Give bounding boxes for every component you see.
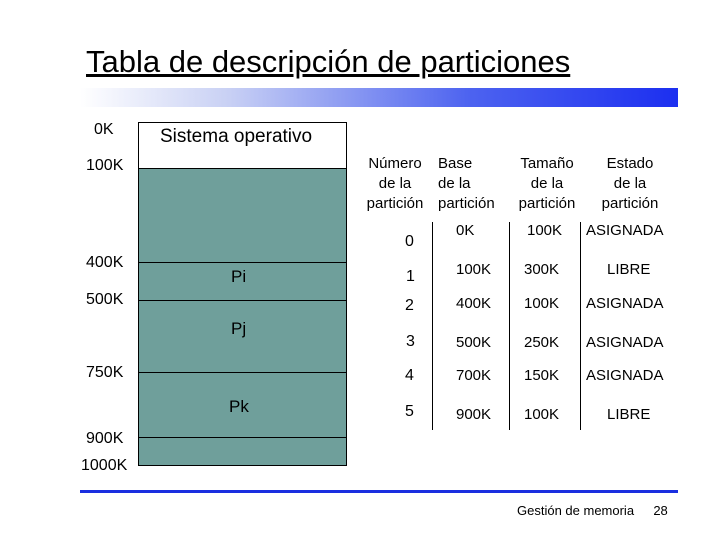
partition-number: 5 xyxy=(405,403,414,420)
table-cell-base: 700K xyxy=(456,367,492,384)
table-cell-state: ASIGNADA xyxy=(586,334,664,351)
footer xyxy=(517,503,668,518)
os-label: Sistema operativo xyxy=(160,126,313,147)
table-border xyxy=(580,222,581,430)
partition-number: 3 xyxy=(406,333,415,350)
column-header-state: Estado de la partición xyxy=(601,155,659,212)
address-label: 500K xyxy=(86,291,124,308)
address-label: 900K xyxy=(86,430,124,447)
memory-partitions-block xyxy=(138,168,347,466)
address-label: 0K xyxy=(94,121,114,138)
partition-number: 0 xyxy=(405,233,414,250)
address-label: 1000K xyxy=(81,457,128,474)
partition-number: 2 xyxy=(405,297,414,314)
slide-title: Tabla de descripción de particiones xyxy=(86,44,571,79)
table-cell-size: 100K xyxy=(527,222,563,239)
table-cell-state: ASIGNADA xyxy=(586,367,664,384)
footer-text: Gestión de memoria xyxy=(517,503,635,518)
column-header-size: Tamaño de la partición xyxy=(518,155,576,212)
partition-number: 4 xyxy=(405,367,414,384)
table-cell-size: 100K xyxy=(524,295,560,312)
partition-boundary xyxy=(138,262,347,263)
header-gradient-bar xyxy=(80,88,678,107)
address-label: 400K xyxy=(86,254,124,271)
partition-boundary xyxy=(138,300,347,301)
column-header-number: Número de la partición xyxy=(366,155,424,212)
table-cell-base: 500K xyxy=(456,334,492,351)
table-cell-size: 250K xyxy=(524,334,560,351)
table-cell-base: 0K xyxy=(456,222,475,239)
address-label: 100K xyxy=(86,157,124,174)
partition-label: Pi xyxy=(231,267,247,286)
table-cell-size: 100K xyxy=(524,406,560,423)
footer-rule xyxy=(80,490,678,493)
table-cell-size: 300K xyxy=(524,261,560,278)
partition-label: Pk xyxy=(229,397,249,416)
table-cell-base: 100K xyxy=(456,261,492,278)
table-border xyxy=(509,222,510,430)
table-cell-state: LIBRE xyxy=(607,406,651,423)
partition-label: Pj xyxy=(231,319,247,338)
column-header-base: Base de la partición xyxy=(438,155,495,212)
table-cell-base: 900K xyxy=(456,406,492,423)
partition-boundary xyxy=(138,437,347,438)
table-border xyxy=(432,222,433,430)
partition-boundary xyxy=(138,372,347,373)
partition-number: 1 xyxy=(406,268,415,285)
address-label: 750K xyxy=(86,364,124,381)
partition-table xyxy=(432,222,678,430)
table-cell-base: 400K xyxy=(456,295,492,312)
table-cell-state: LIBRE xyxy=(607,261,651,278)
table-cell-state: ASIGNADA xyxy=(586,222,664,239)
table-cell-size: 150K xyxy=(524,367,560,384)
table-cell-state: ASIGNADA xyxy=(586,295,664,312)
page-number: 28 xyxy=(653,503,668,518)
